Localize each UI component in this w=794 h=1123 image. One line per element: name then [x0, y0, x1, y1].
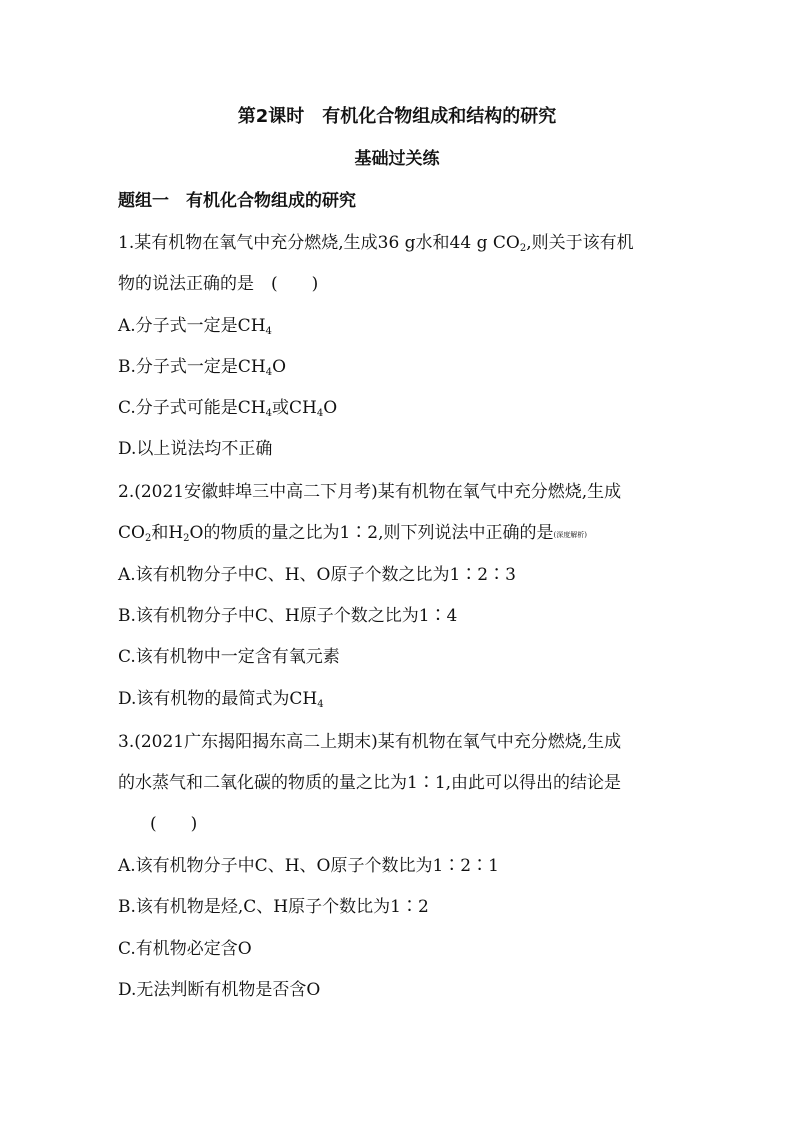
q2-option-d-sub: 4 [317, 699, 324, 710]
page-title: 第2课时 有机化合物组成和结构的研究 [237, 106, 557, 127]
q3-option-a: A.该有机物分子中C、H、O原子个数比为1∶2∶1 [118, 856, 499, 876]
group-heading: 题组一 有机化合物组成的研究 [118, 191, 356, 211]
q2-option-d [118, 687, 324, 711]
q1-option-c-mid: 或CH [272, 398, 317, 418]
q1-option-c-sub1: 4 [265, 408, 273, 419]
q2-option-d-text: D.该有机物的最简式为CH [118, 689, 318, 709]
q1-option-b-sub: 4 [265, 367, 273, 378]
q1-stem-line2: 物的说法正确的是 ( ) [118, 274, 319, 294]
q2-stem-line1: 2.(2021安徽蚌埠三中高二下月考)某有机物在氧气中充分燃烧,生成 [118, 482, 622, 502]
q1-option-c-text: C.分子式可能是CH [118, 398, 266, 418]
q1-option-c-post: O [323, 398, 338, 418]
q1-option-d: D.以上说法均不正确 [118, 439, 273, 459]
q1-option-c [118, 396, 337, 420]
q3-option-c: C.有机物必定含O [118, 939, 252, 959]
q2-stem-c: O的物质的量之比为1∶2,则下列说法中正确的是 [189, 523, 554, 543]
q2-stem-b: 和H [151, 523, 184, 543]
q2-stem-sub2: 2 [183, 533, 190, 544]
q3-option-d: D.无法判断有机物是否含O [118, 980, 321, 1000]
q1-stem-text-a: 1.某有机物在氧气中充分燃烧,生成36 g水和44 g CO [118, 233, 520, 253]
q3-stem-line2: 的水蒸气和二氧化碳的物质的量之比为1∶1,由此可以得出的结论是 [118, 773, 622, 793]
q3-answer-blank: ( ) [150, 814, 198, 834]
deep-analysis-tag: (深度解析) [553, 531, 587, 539]
q1-option-b [118, 355, 286, 379]
q1-stem-line1 [118, 231, 634, 255]
q2-option-b: B.该有机物分子中C、H原子个数之比为1∶4 [118, 606, 458, 626]
section-title: 基础过关练 [354, 149, 440, 169]
q1-option-b-post: O [272, 357, 287, 377]
q1-option-a [118, 314, 272, 338]
q1-stem-text-b: ,则关于该有机 [526, 233, 634, 253]
q2-stem-line2 [118, 521, 587, 547]
q1-option-b-text: B.分子式一定是CH [118, 357, 266, 377]
q2-option-a: A.该有机物分子中C、H、O原子个数之比为1∶2∶3 [118, 565, 516, 585]
q2-stem-sub1: 2 [144, 533, 152, 544]
q3-option-b: B.该有机物是烃,C、H原子个数比为1∶2 [118, 897, 429, 917]
q1-stem-subscript: 2 [519, 243, 527, 254]
q2-option-c: C.该有机物中一定含有氧元素 [118, 647, 340, 667]
q1-option-a-text: A.分子式一定是CH [118, 316, 266, 336]
q3-stem-line1: 3.(2021广东揭阳揭东高二上期末)某有机物在氧气中充分燃烧,生成 [118, 732, 622, 752]
q1-option-a-sub: 4 [265, 326, 272, 337]
q1-option-c-sub2: 4 [316, 408, 324, 419]
q2-stem-a: CO [118, 523, 145, 543]
